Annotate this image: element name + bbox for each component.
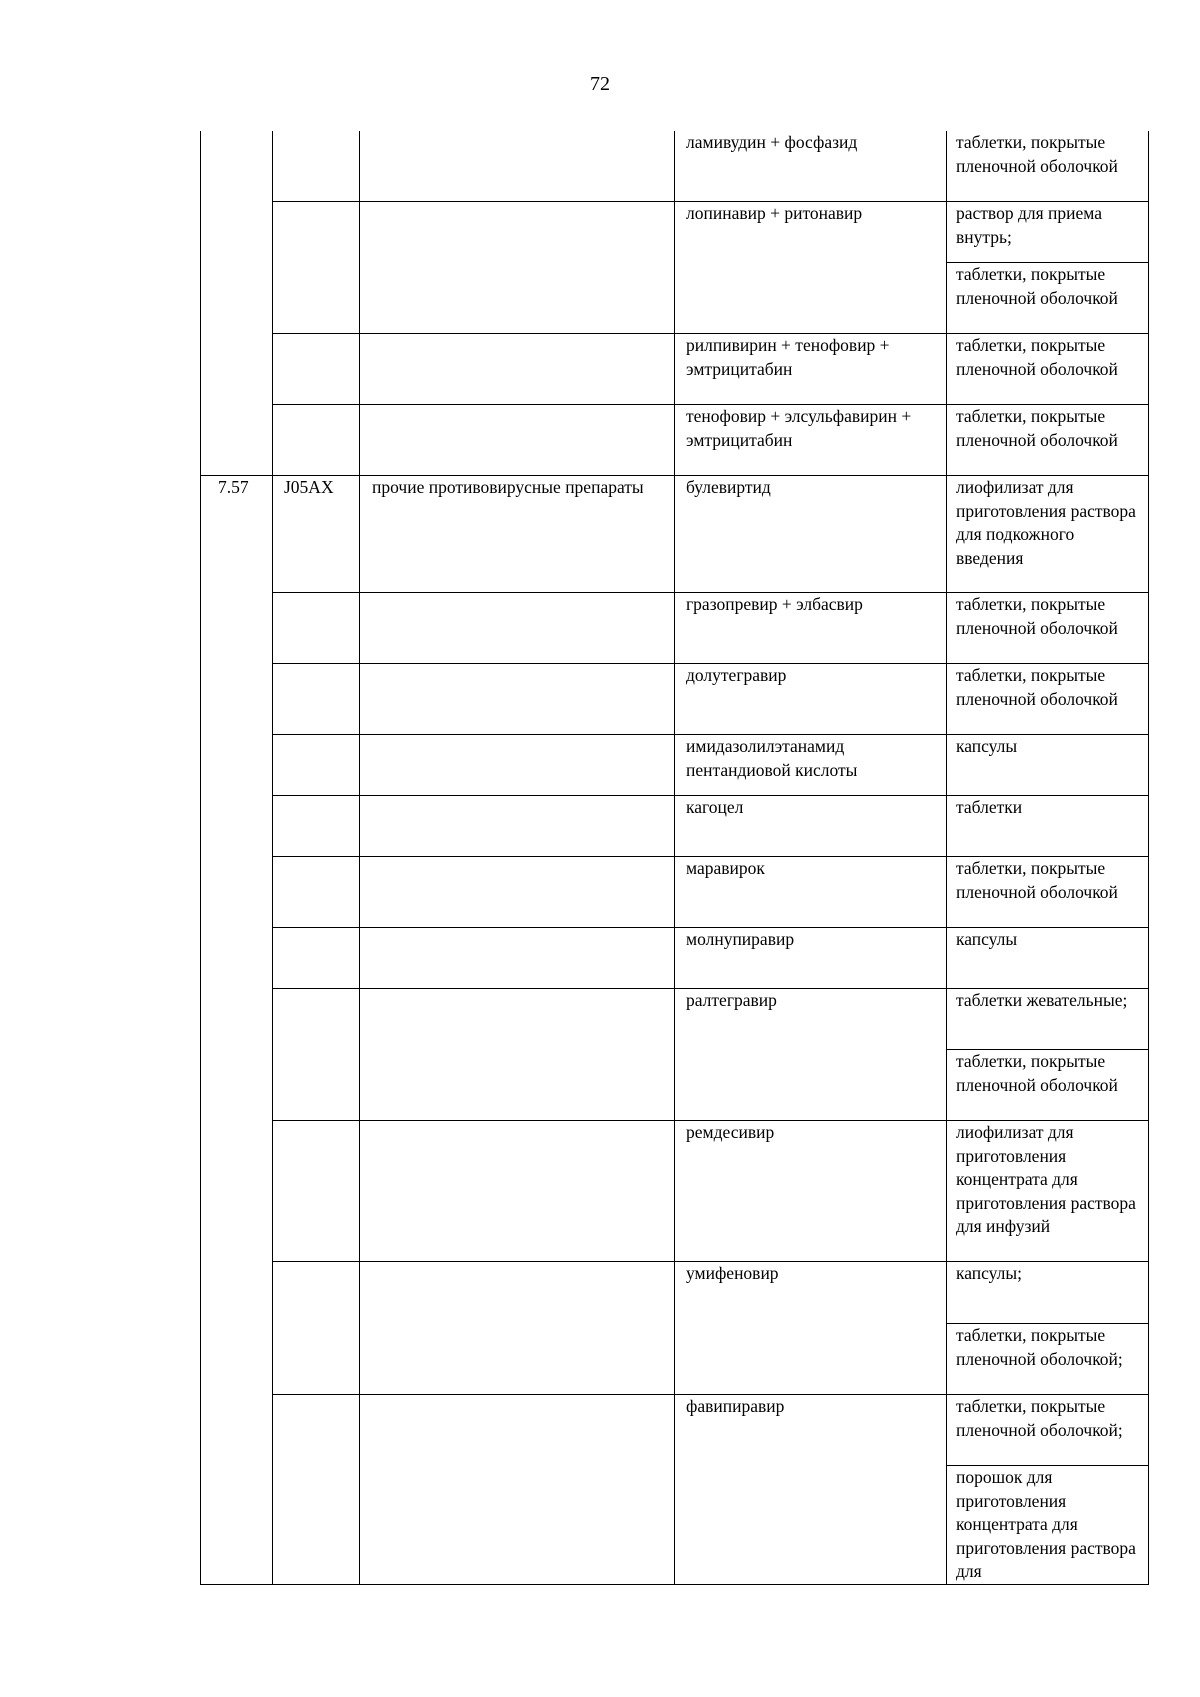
table-row [201,735,1149,796]
form-cell: капсулы; [947,1262,1149,1324]
drug-table [200,131,1149,1585]
form-cell: таблетки [947,796,1149,857]
code-cell [273,131,360,202]
group-cell: прочие противовирусные препараты [360,476,675,593]
code-cell [273,735,360,796]
drug-cell: лопинавир + ритонавир [675,202,947,334]
drug-cell: кагоцел [675,796,947,857]
table-row [201,476,1149,593]
form-cell: таблетки, покрытые пленочной оболочкой; [947,1324,1149,1395]
page-number: 72 [590,73,610,95]
drug-cell: гразопревир + элбасвир [675,593,947,664]
form-cell: раствор для приема внутрь; [947,202,1149,263]
drug-cell: ламивудин + фосфазид [675,131,947,202]
code-cell [273,202,360,334]
drug-cell: тенофовир + элсульфавирин + эмтрицитабин [675,405,947,476]
group-cell [360,664,675,735]
code-cell [273,664,360,735]
code-cell [273,857,360,928]
code-cell [273,796,360,857]
drug-cell: булевиртид [675,476,947,593]
table-row [201,664,1149,735]
number-cell: 7.57 [201,476,273,1585]
table-row [201,796,1149,857]
form-cell: капсулы [947,735,1149,796]
form-cell: таблетки, покрытые пленочной оболочкой [947,664,1149,735]
code-cell [273,1395,360,1585]
drug-cell: ремдесивир [675,1121,947,1262]
group-cell [360,405,675,476]
group-cell [360,796,675,857]
form-cell: таблетки жевательные; [947,989,1149,1050]
form-cell: таблетки, покрытые пленочной оболочкой [947,405,1149,476]
code-cell [273,1121,360,1262]
drug-cell: умифеновир [675,1262,947,1395]
table-row [201,1395,1149,1466]
form-cell: таблетки, покрытые пленочной оболочкой [947,131,1149,202]
code-cell [273,928,360,989]
drug-cell: рилпивирин + тенофовир + эмтрицитабин [675,334,947,405]
drug-cell: имидазолилэтанамид пентандиовой кислоты [675,735,947,796]
code-cell [273,334,360,405]
group-cell [360,1395,675,1585]
form-cell: лиофилизат для приготовления раствора для подкожного введения [947,476,1149,593]
group-cell [360,857,675,928]
table-row [201,593,1149,664]
form-cell: таблетки, покрытые пленочной оболочкой [947,1050,1149,1121]
form-cell: таблетки, покрытые пленочной оболочкой [947,334,1149,405]
table-row [201,405,1149,476]
form-cell: порошок для приготовления концентрата для приготовления раствора для [947,1466,1149,1585]
table-row [201,928,1149,989]
drug-cell: фавипиравир [675,1395,947,1585]
table-row [201,131,1149,202]
form-cell: таблетки, покрытые пленочной оболочкой [947,263,1149,334]
form-cell: таблетки, покрытые пленочной оболочкой [947,857,1149,928]
group-cell [360,1262,675,1395]
group-cell [360,928,675,989]
table-row [201,1262,1149,1324]
drug-cell: ралтегравир [675,989,947,1121]
form-cell: капсулы [947,928,1149,989]
table-row [201,202,1149,263]
group-cell [360,735,675,796]
code-cell [273,593,360,664]
drug-cell: маравирок [675,857,947,928]
group-cell [360,593,675,664]
group-cell [360,131,675,202]
number-cell [201,405,273,476]
table-row [201,989,1149,1050]
group-cell [360,989,675,1121]
group-cell [360,202,675,334]
table-row [201,334,1149,405]
drug-cell: молнупиравир [675,928,947,989]
group-cell [360,334,675,405]
form-cell: лиофилизат для приготовления концентрата для приготовления раствора для инфузий [947,1121,1149,1262]
code-cell [273,1262,360,1395]
table-row [201,1121,1149,1262]
code-cell: J05AX [273,476,360,593]
drug-cell: долутегравир [675,664,947,735]
table-row [201,857,1149,928]
group-cell [360,1121,675,1262]
form-cell: таблетки, покрытые пленочной оболочкой; [947,1395,1149,1466]
number-cell [201,131,273,405]
form-cell: таблетки, покрытые пленочной оболочкой [947,593,1149,664]
code-cell [273,405,360,476]
code-cell [273,989,360,1121]
